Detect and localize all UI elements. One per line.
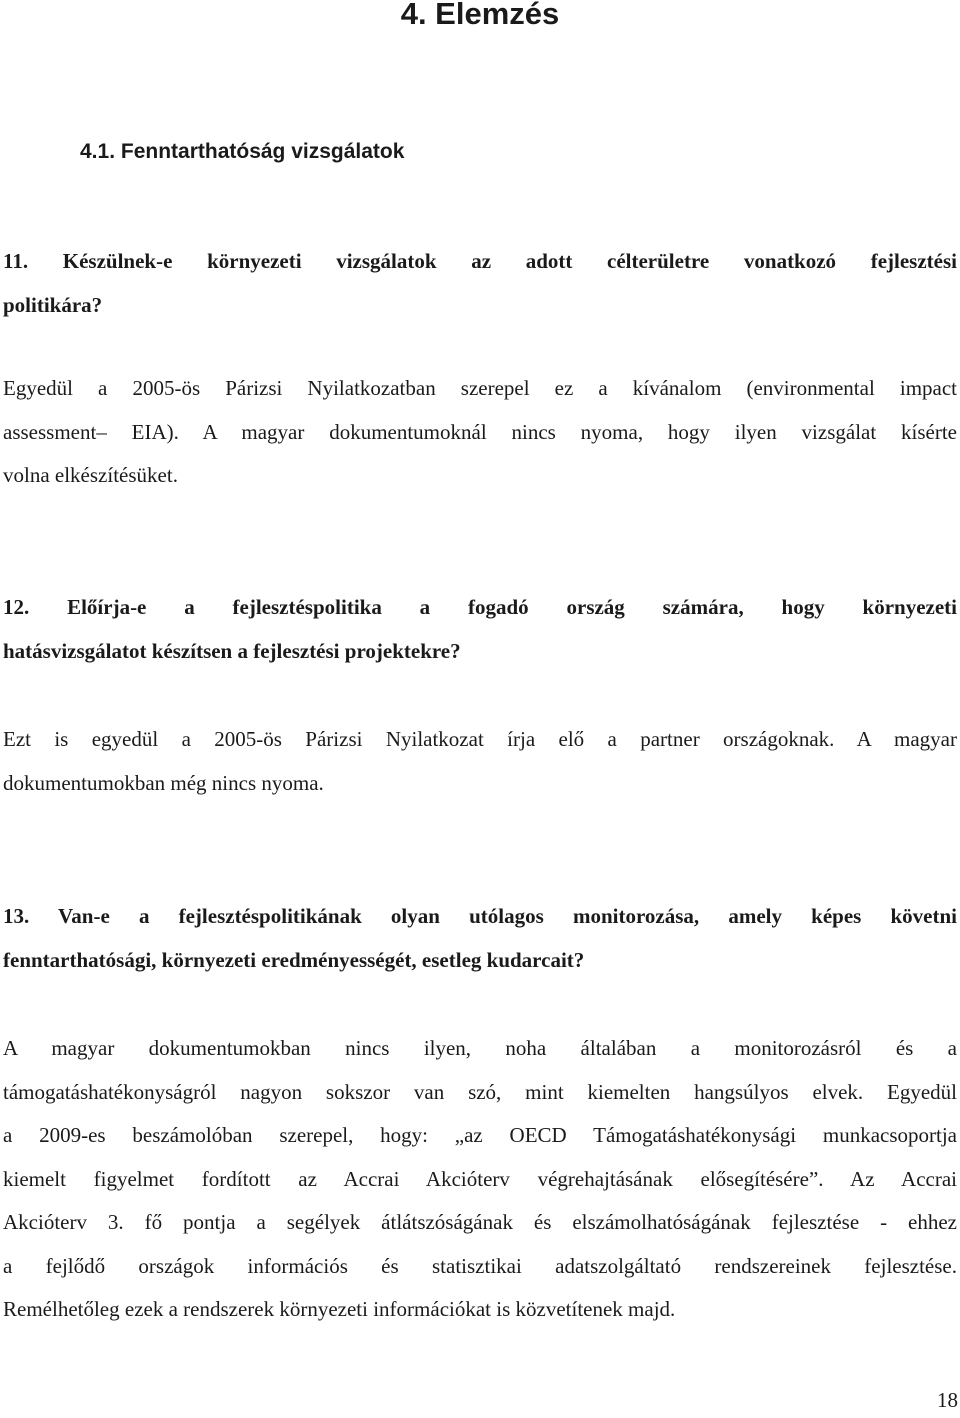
question-line: politikára? <box>3 292 103 317</box>
question-11 <box>3 240 957 327</box>
question-line: 12. Előírja-e a fejlesztéspolitika a fogadó ország számára, hogy környezeti <box>3 595 957 619</box>
answer-line: volna elkészítésüket. <box>3 463 178 487</box>
question-line: 11. Készülnek-e környezeti vizsgálatok az adott célterületre vonatkozó fejlesztési <box>3 249 957 273</box>
answer-line: Ezt is egyedül a 2005-ös Párizsi Nyilatkozat írja elő a partner országoknak. A magyar <box>3 727 957 751</box>
section-heading: 4.1. Fenntarthatóság vizsgálatok <box>80 140 405 163</box>
answer-line: A magyar dokumentumokban nincs ilyen, noha általában a monitorozásról és a <box>3 1036 957 1060</box>
answer-line: a 2009-es beszámolóban szerepel, hogy: „az OECD Támogatáshatékonysági munkacsoportja <box>3 1123 957 1147</box>
question-line: 13. Van-e a fejlesztéspolitikának olyan utólagos monitorozása, amely képes követni <box>3 904 957 928</box>
question-line: fenntarthatósági, környezeti eredményességét, esetleg kudarcait? <box>3 947 585 972</box>
answer-line: Remélhetőleg ezek a rendszerek környezeti információkat is közvetítenek majd. <box>3 1297 676 1321</box>
answer-line: támogatáshatékonyságról nagyon sokszor van szó, mint kiemelten hangsúlyos elvek. Egyedül <box>3 1079 957 1104</box>
answer-11 <box>3 367 957 498</box>
answer-13 <box>3 1027 957 1332</box>
question-13 <box>3 895 957 982</box>
answer-line: kiemelt figyelmet fordított az Accrai Akcióterv végrehajtásának elősegítésére”. Az Accrai <box>3 1166 957 1191</box>
answer-12 <box>3 718 957 805</box>
question-line: hatásvizsgálatot készítsen a fejlesztési projektekre? <box>3 638 461 663</box>
answer-line: dokumentumokban még nincs nyoma. <box>3 770 324 795</box>
answer-line: a fejlődő országok információs és statisztikai adatszolgáltató rendszereinek fejlesztése. <box>3 1253 957 1278</box>
chapter-heading: 4. Elemzés <box>400 0 560 31</box>
answer-line: assessment– EIA). A magyar dokumentumoknál nincs nyoma, hogy ilyen vizsgálat kísérte <box>3 419 957 444</box>
page-number: 18 <box>937 1388 958 1412</box>
answer-line: Egyedül a 2005-ös Párizsi Nyilatkozatban szerepel ez a kívánalom (environmental impact <box>3 376 957 400</box>
question-12 <box>3 586 957 673</box>
answer-line: Akcióterv 3. fő pontja a segélyek átlátszóságának és elszámolhatóságának fejlesztése - ehhez <box>3 1210 957 1234</box>
